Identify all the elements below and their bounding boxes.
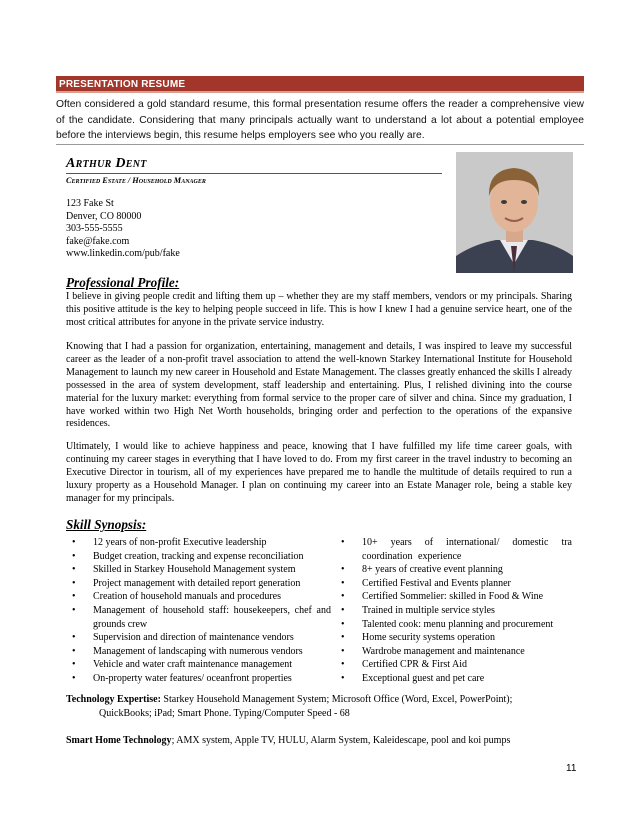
list-item: • On-property water features/ oceanfront properties [72,672,292,684]
list-item: • Trained in multiple service styles [341,604,495,616]
list-item: • Budget creation, tracking and expense reconciliation [72,550,304,562]
skills-list-left [66,536,331,686]
bullet-icon: • [72,564,76,576]
list-item: • Exceptional guest and pet care [341,672,485,684]
bullet-icon: • [341,577,345,589]
list-item: • 8+ years of creative event planning [341,564,503,576]
bullet-icon: • [341,564,345,576]
address-line-1: 123 Fake St [66,198,114,209]
address-line-2: Denver, CO 80000 [66,210,142,222]
bullet-icon: • [341,591,345,603]
profile-paragraph-1: I believe in giving people credit and lifting them up – whether they are my staff members, vendors or my principals. Sharing this positive attitude is the key to helping people succeed in life. This is how I knew I had a genuine service heart, one of the most critical attributes for anyone in the private service industry. [66,291,572,328]
email-address: fake@fake.com [66,235,130,247]
technology-text-continued: QuickBooks; iPad; Smart Phone. Typing/Computer Speed - 68 [99,708,350,719]
technology-label: Technology Expertise: [66,694,161,705]
bullet-icon: • [72,577,76,589]
candidate-title: Certified Estate / Household Manager [66,176,206,185]
technology-expertise [66,693,572,706]
bullet-icon: • [341,604,345,616]
portrait-illustration [456,152,573,273]
technology-text: Starkey Household Management System; Microsoft Office (Word, Excel, PowerPoint); [163,694,513,705]
list-item: • Vehicle and water craft maintenance management [72,659,293,671]
list-item: • 12 years of non-profit Executive leadership [72,537,267,548]
profile-heading: Professional Profile: [66,275,180,290]
bullet-icon: • [341,632,345,644]
bullet-icon: • [72,591,76,603]
list-item: • Project management with detailed report generation [72,577,301,589]
list-item: • Management of household staff: housekeepers, chef and grounds crew [72,604,331,630]
bullet-icon: • [341,659,345,671]
bullet-icon: • [341,645,345,657]
page-number: 11 [566,763,577,774]
list-item: • Supervision and direction of maintenance vendors [72,632,294,644]
bullet-icon: • [72,604,76,616]
bullet-icon: • [341,618,345,630]
skills-heading: Skill Synopsis: [66,517,147,532]
list-item: • Certified Sommelier: skilled in Food & Wine [341,591,544,603]
skills-list-right [335,536,572,686]
list-item: • Skilled in Starkey Household Management system [72,564,296,576]
bullet-icon: • [72,645,76,657]
bullet-icon: • [72,537,76,548]
smart-home-technology [66,735,510,746]
bullet-icon: • [72,659,76,671]
profile-paragraph-2: Knowing that I had a passion for organization, entertaining, management and details, I was inspired to leave my successful career as the leader of a non-profit travel association to attend the well-known Starkey International Institute for Household Management to launch my new career in Household and Estate Management. The classes greatly enhanced the skills I already possessed in the area of system development, staff leadership and entertaining. Plus, I relished divining into the course material for the luxury market: everything from formal service to the proper care of silver and china. Since my graduation, I have worked within two High Net Worth households, bringing order and perfection to the operations of the expansive residences. [66,341,572,430]
bullet-icon: • [341,672,345,684]
web-link: www.linkedin.com/pub/fake [66,248,180,260]
section-banner [56,76,584,93]
candidate-name: Arthur Dent [66,156,147,171]
list-item: • Certified CPR & First Aid [341,659,468,671]
profile-paragraph-3: Ultimately, I would like to achieve happiness and peace, knowing that I have fulfilled my life time career goals, with continuing my career stages in everything that I have loved to do. From my first career in the travel industry to becoming an Executive Director in tourism, all of my experiences have prepared me to handle the multitude of details required to run a luxury property as a Household Manager. I plan on continuing my career into an Estate Manager role, being a stable key manager for my principals. [66,441,572,504]
phone-number: 303-555-5555 [66,223,123,235]
intro-divider [56,144,584,145]
list-item: • 10+ years of international/ domestic tra coordination experience [341,537,572,562]
contact-block [66,198,180,261]
intro-paragraph: Often considered a gold standard resume, this formal presentation resume offers the reader a comprehensive view of the candidate. Considering that many principals actually want to understand a lot about a potential employee before the interviews begin, this resume helps employers see who you really are. [56,99,584,141]
bullet-icon: • [72,672,76,684]
smart-home-label: Smart Home Technology [66,735,172,746]
list-item: • Talented cook: menu planning and procurement [341,618,554,630]
name-divider [66,173,442,174]
list-item: • Home security systems operation [341,632,496,644]
bullet-icon: • [341,537,345,548]
bullet-icon: • [72,632,76,644]
banner-title: PRESENTATION RESUME [59,79,186,90]
smart-home-text: ; AMX system, Apple TV, HULU, Alarm System, Kaleidescape, pool and koi pumps [171,735,511,746]
list-item: • Certified Festival and Events planner [341,577,511,589]
list-item: • Management of landscaping with numerous vendors [72,645,303,657]
list-item: • Wardrobe management and maintenance [341,645,525,657]
bullet-icon: • [72,550,76,562]
candidate-photo [456,152,573,273]
list-item: • Creation of household manuals and procedures [72,591,282,603]
